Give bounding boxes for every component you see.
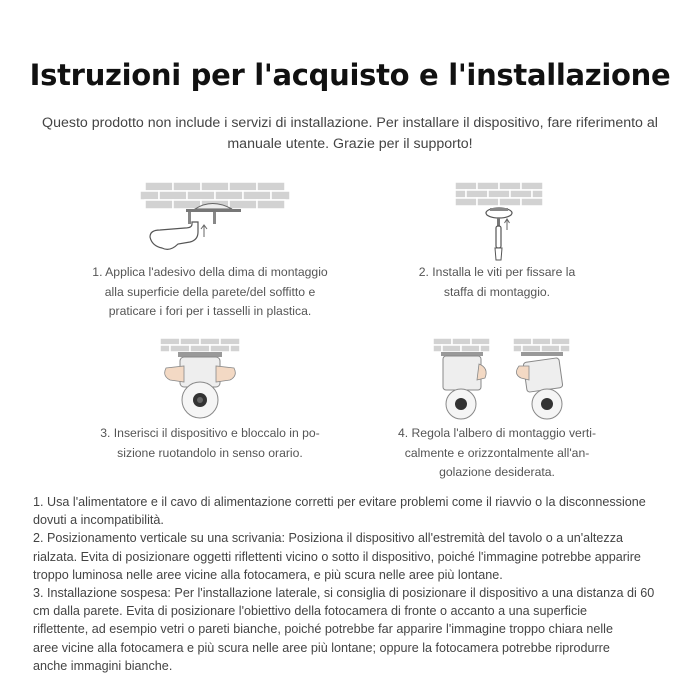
note-line: dovuti a incompatibilità. — [33, 513, 164, 528]
note-line: riflettente, ad esempio vetri o pareti bianche, poiché potrebbe far apparire l'immagine troppo chiara nelle — [33, 622, 613, 637]
step-3-line: 3. Inserisci il dispositivo e bloccalo in po- — [100, 426, 320, 440]
step-3-caption — [60, 424, 360, 463]
step-1-line: praticare i fori per i tasselli in plastica. — [108, 304, 312, 318]
step-4-line: golazione desiderata. — [439, 465, 555, 479]
note-line: anche immagini bianche. — [33, 658, 173, 673]
step-4-line: 4. Regola l'albero di montaggio verti- — [397, 426, 597, 440]
intro-text — [30, 113, 670, 155]
note-line: 2. Posizionamento verticale su una scrivania: Posiziona il dispositivo all'estremità del tavolo o a un'altezza — [33, 531, 624, 546]
note-line: cm dalla parete. Evita di posizionare l'obiettivo della fotocamera di fronte o accanto a una superficie — [33, 604, 588, 619]
step-2-caption — [347, 263, 647, 302]
notes-section — [33, 493, 683, 675]
step-1-line: alla superficie della parete/del soffitto e — [104, 284, 316, 299]
step-3-line: sizione ruotandolo in senso orario. — [117, 445, 303, 460]
note-line: 1. Usa l'alimentatore e il cavo di alimentazione corretti per evitare problemi come il riavvio o la disconnessione — [33, 495, 646, 509]
step-3-illustration — [160, 338, 240, 420]
step-2-illustration — [455, 182, 545, 262]
step-1-illustration — [140, 182, 290, 257]
step-1-caption — [60, 263, 360, 322]
step-4-illustration — [433, 338, 573, 420]
page-title: Istruzioni per l'acquisto e l'installazione — [29, 58, 671, 92]
intro-line-1: Questo prodotto non include i servizi di installazione. Per installare il dispositivo, fare riferimento al — [42, 115, 658, 131]
note-line: rialzata. Evita di posizionare oggetti riflettenti vicino o sotto il dispositivo, poiché l'immagine potrebbe apparire — [33, 549, 641, 564]
note-line: 3. Installazione sospesa: Per l'installazione laterale, si consiglia di posizionare il dispositivo a una distanza di 60 — [33, 586, 655, 601]
step-1-line: 1. Applica l'adesivo della dima di montaggio — [92, 265, 328, 279]
note-line: aree vicine alla fotocamera e più scura nelle aree più lontane; oppure la fotocamera potrebbe riprodurre — [33, 640, 610, 655]
step-4-caption — [347, 424, 647, 483]
step-2-line: 2. Installa le viti per fissare la — [418, 265, 576, 279]
step-4-line: calmente e orizzontalmente all'an- — [404, 445, 590, 460]
intro-line-2: manuale utente. Grazie per il supporto! — [227, 136, 473, 152]
note-line: troppo luminosa nelle aree vicine alla fotocamera, e più scura nelle aree più lontane. — [33, 567, 503, 582]
step-2-line: staffa di montaggio. — [443, 284, 551, 299]
